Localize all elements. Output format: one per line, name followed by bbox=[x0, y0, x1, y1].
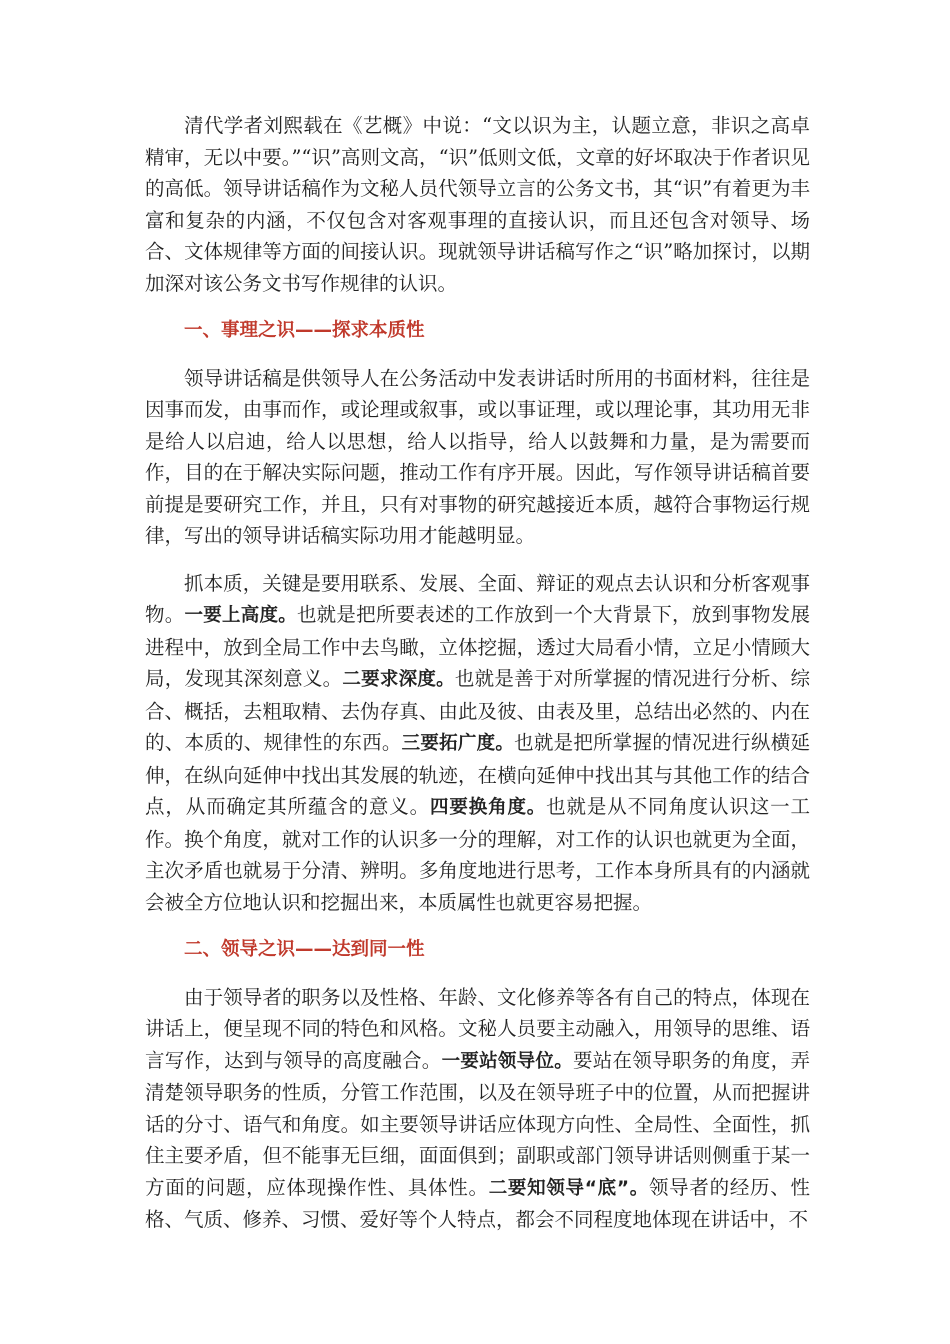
bold-point-3: 三要拓广度。 bbox=[401, 733, 515, 754]
bold-point-1: 一要站领导位。 bbox=[441, 1050, 573, 1072]
text-run: 由于领导者的职务以及性格、年龄、文化修养等各有自己的特点，体现在讲话上，便呈现不同的特色和风格。文秘人员要主动融入，用领导的思维、语言写作，达到与领导的高度融合。 bbox=[145, 985, 810, 1072]
section-2-paragraph-1 bbox=[145, 982, 810, 1236]
text-run: 要站在领导职务的角度，弄清楚领导职务的性质，分管工作范围，以及在领导班子中的位置，从而把握讲话的分寸、语气和角度。如主要领导讲话应体现方向性、全局性、全面性，抓住主要矛盾，但不能事无巨细，面面俱到；副职或部门领导讲话则侧重于某一方面的问题，应体现操作性、具体性。 bbox=[145, 1048, 810, 1199]
text-run: 抓本质，关键是要用联系、发展、全面、辩证的观点去认识和分析客观事物。 bbox=[145, 571, 810, 626]
section-heading-2: 二、领导之识——达到同一性 bbox=[184, 939, 425, 960]
section-heading-1: 一、事理之识——探求本质性 bbox=[184, 320, 425, 341]
section-1-paragraph-1: 领导讲话稿是供领导人在公务活动中发表讲话时所用的书面材料，往往是因事而发，由事而作，或论理或叙事，或以事证理，或以理论事，其功用无非是给人以启迪，给人以思想，给人以指导，给人以鼓舞和力量，是为需要而作，目的在于解决实际问题，推动工作有序开展。因此，写作领导讲话稿首要前提是要研究工作，并且，只有对事物的研究越接近本质，越符合事物运行规律，写出的领导讲话稿实际功用才能越明显。 bbox=[145, 366, 810, 547]
bold-point-2: 二要求深度。 bbox=[342, 669, 455, 690]
bold-point-4: 四要换角度。 bbox=[430, 797, 547, 818]
text-run: 也就是把所掌握的情况进行纵横延伸，在纵向延伸中找出其发展的轨迹，在横向延伸中找出其与其他工作的结合点，从而确定其所蕴含的意义。 bbox=[145, 731, 810, 818]
text-run: 也就是把所要表述的工作放到一个大背景下，放到事物发展进程中，放到全局工作中去鸟瞰，立体挖掘，透过大局看小情，立足小情顾大局，发现其深刻意义。 bbox=[145, 603, 810, 690]
document-page bbox=[145, 110, 810, 1236]
intro-paragraph: 清代学者刘熙载在《艺概》中说：“文以识为主，认题立意，非识之高卓精审，无以中要。”“识”高则文高，“识”低则文低，文章的好坏取决于作者识见的高低。领导讲话稿作为文秘人员代领导立言的公务文书，其“识”有着更为丰富和复杂的内涵，不仅包含对客观事理的直接认识，而且还包含对领导、场合、文体规律等方面的间接认识。现就领导讲话稿写作之“识”略加探讨，以期加深对该公务文书写作规律的认识。 bbox=[145, 114, 810, 295]
text-run: 也就是从不同角度认识这一工作。换个角度，就对工作的认识多一分的理解，对工作的认识也就更为全面，主次矛盾也就易于分清、辨明。多角度地进行思考，工作本身所具有的内涵就会被全方位地认识和挖掘出来，本质属性也就更容易把握。 bbox=[145, 795, 810, 914]
text-run: 也就是善于对所掌握的情况进行分析、综合、概括，去粗取精、去伪存真、由此及彼、由表及里，总结出必然的、内在的、本质的、规律性的东西。 bbox=[145, 667, 810, 754]
section-1-paragraph-2 bbox=[145, 568, 810, 919]
bold-point-2: 二要知领导“底”。 bbox=[488, 1177, 649, 1199]
text-run: 领导者的经历、性格、气质、修养、习惯、爱好等个人特点，都会不同程度地体现在讲话中，不 bbox=[145, 1175, 810, 1231]
bold-point-1: 一要上高度。 bbox=[184, 605, 297, 626]
